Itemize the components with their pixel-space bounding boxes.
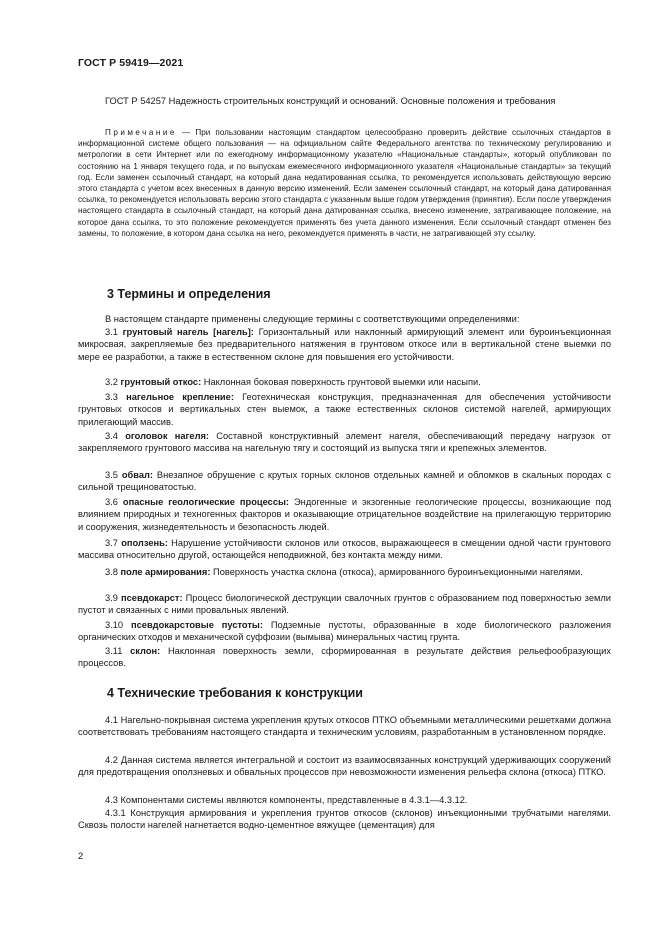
term-text: Эндогенные и экзогенные геологические процессы, возникающие под влиянием природных и техногенных факторов и оказывающие отрицательное воздействие на прилегающую территорию и сооружения, жизнедеятельность и безопасность людей.: [78, 497, 611, 532]
section-4-paragraph: 4.3 Компонентами системы являются компоненты, представленные в 4.3.1—4.3.12.: [105, 795, 468, 805]
term-definition: [78, 537, 611, 562]
term-definition: [78, 496, 611, 533]
page-number: 2: [78, 851, 84, 862]
term-text: Наклонная боковая поверхность грунтовой выемки или насыпи.: [201, 377, 481, 387]
section-3-intro: В настоящем стандарте применены следующие термины с соответствующими определениями:: [105, 314, 520, 324]
term-text: Нарушение устойчивости склонов или откосов, выражающееся в смещении одной части грунтового массива относительно другой, остающейся неподвижной, без контакта между ними.: [78, 538, 611, 561]
note-paragraph: [78, 127, 611, 239]
term-name: опасные геологические процессы:: [122, 497, 290, 507]
term-name: псевдокарстовые пустоты:: [131, 620, 263, 630]
term-number: 3.2: [105, 377, 118, 387]
term-number: 3.10: [105, 620, 124, 630]
term-text: Наклонная поверхность земли, сформированная в результате действия рельефообразующих процессов.: [78, 646, 611, 669]
term-name: псевдокарст:: [121, 593, 183, 603]
term-name: нагельное крепление:: [126, 392, 234, 402]
term-text: Подземные пустоты, образованные в ходе биологического разложения органических отходов и механической суффозии (вымыва) минеральных частиц грунта.: [78, 620, 611, 643]
term-name: грунтовый откос:: [120, 377, 202, 387]
section-4-paragraph: 4.3.1 Конструкция армирования и укрепления грунтов откосов (склонов) инъекционными трубчатыми нагелями. Сквозь полости нагелей нагнетается водно-цементное вяжущее (цементация) для: [78, 808, 611, 831]
term-text: Геотехническая конструкция, предназначенная для обеспечения устойчивости грунтовых откосов и вертикальных стен выемок, а также естественных склонов системой нагелей, армирующих прилегающий массив.: [78, 392, 611, 427]
term-number: 3.5: [105, 470, 118, 480]
section-3-heading: 3 Термины и определения: [107, 287, 271, 301]
term-definition: [78, 376, 611, 388]
term-definition: [78, 391, 611, 428]
section-4-heading: 4 Технические требования к конструкции: [107, 686, 363, 700]
term-number: 3.4: [105, 431, 118, 441]
note-label: Примечание: [105, 128, 177, 137]
term-definition: [78, 592, 611, 617]
term-definition: [78, 326, 611, 363]
term-number: 3.3: [105, 392, 118, 402]
term-definition: [78, 430, 611, 455]
term-number: 3.6: [105, 497, 118, 507]
term-number: 3.9: [105, 593, 118, 603]
note-text: — При пользовании настоящим стандартом целесообразно проверить действие ссылочных стандартов в информационной системе общего пользования — на официальном сайте Федерального агентства по техническому регулированию и метрологии в сети Интернет или по ежегодному информационному указателю «Национальные стандарты», который опубликован по состоянию на 1 января текущего года, и по выпускам ежемесячного информационного указателя «Национальные стандарты» за текущий год. Если заменен ссылочный стандарт, на который дана недатированная ссылка, то рекомендуется использовать действующую версию этого стандарта с учетом всех внесенных в данную версию изменений. Если заменен ссылочный стандарт, на который дана датированная ссылка, то рекомендуется использовать версию этого стандарта с указанным выше годом утверждения (принятия). Если после утверждения настоящего стандарта в ссылочный стандарт, на который дана датированная ссылка, внесено изменение, затрагивающее положение, на которое дана ссылка, то это положение рекомендуется применять без учета данного изменения. Если ссылочный стандарт отменен без замены, то положение, в котором дана ссылка на него, рекомендуется применять в части, не затрагивающей эту ссылку.: [78, 128, 611, 238]
term-definition: [78, 566, 611, 578]
term-text: Процесс биологической деструкции свалочных грунтов с образованием под поверхностью земли пустот и связанных с ними провальных явлений.: [78, 593, 612, 616]
term-name: поле армирования:: [120, 567, 211, 577]
term-number: 3.1: [105, 327, 118, 337]
term-text: Поверхность участка склона (откоса), армированного буроинъекционными нагелями.: [210, 567, 583, 577]
term-number: 3.8: [105, 567, 118, 577]
term-name: оползень:: [121, 538, 168, 548]
term-definition: [78, 619, 611, 644]
term-number: 3.7: [105, 538, 118, 548]
term-name: грунтовый нагель [нагель]:: [122, 327, 254, 337]
document-header: ГОСТ Р 59419—2021: [78, 57, 184, 69]
section-4-paragraph: 4.1 Нагельно-покрывная система укрепления крутых откосов ПТКО объемными металлическими решетками должна соответствовать требованиям настоящего стандарта и техническим условиям, разработанным в установленном порядке.: [78, 715, 611, 738]
term-number: 3.11: [105, 646, 123, 656]
section-4-paragraph: 4.2 Данная система является интегральной и состоит из взаимосвязанных конструкций удерживающих сооружений для предотвращения оползневых и обвальных процессов при невозможности изменения рельефа склона (откоса) ПТКО.: [78, 755, 611, 778]
term-name: склон:: [130, 646, 161, 656]
term-definition: [78, 469, 611, 494]
normative-reference-entry: ГОСТ Р 54257 Надежность строительных конструкций и оснований. Основные положения и требования: [105, 96, 556, 106]
term-name: обвал:: [121, 470, 154, 480]
term-text: Внезапное обрушение с крутых горных склонов отдельных камней и обломков в скальных породах с сильной трещиноватостью.: [78, 470, 611, 493]
term-text: Горизонтальный или наклонный армирующий элемент или буроинъекционная микросвая, закрепляемые без предварительного натяжения в грунтовом откосе или в вертикальной стене выемки по мере ее разработки, а также в естественном склоне для повышения его устойчивости.: [78, 327, 611, 362]
term-text: Составной конструктивный элемент нагеля, обеспечивающий передачу нагрузок от закрепляемого грунтового массива на нагельную тягу и состоящий из выпуска тяги и крепежных элементов.: [78, 431, 611, 454]
term-definition: [78, 645, 611, 670]
term-name: оголовок нагеля:: [125, 431, 210, 441]
